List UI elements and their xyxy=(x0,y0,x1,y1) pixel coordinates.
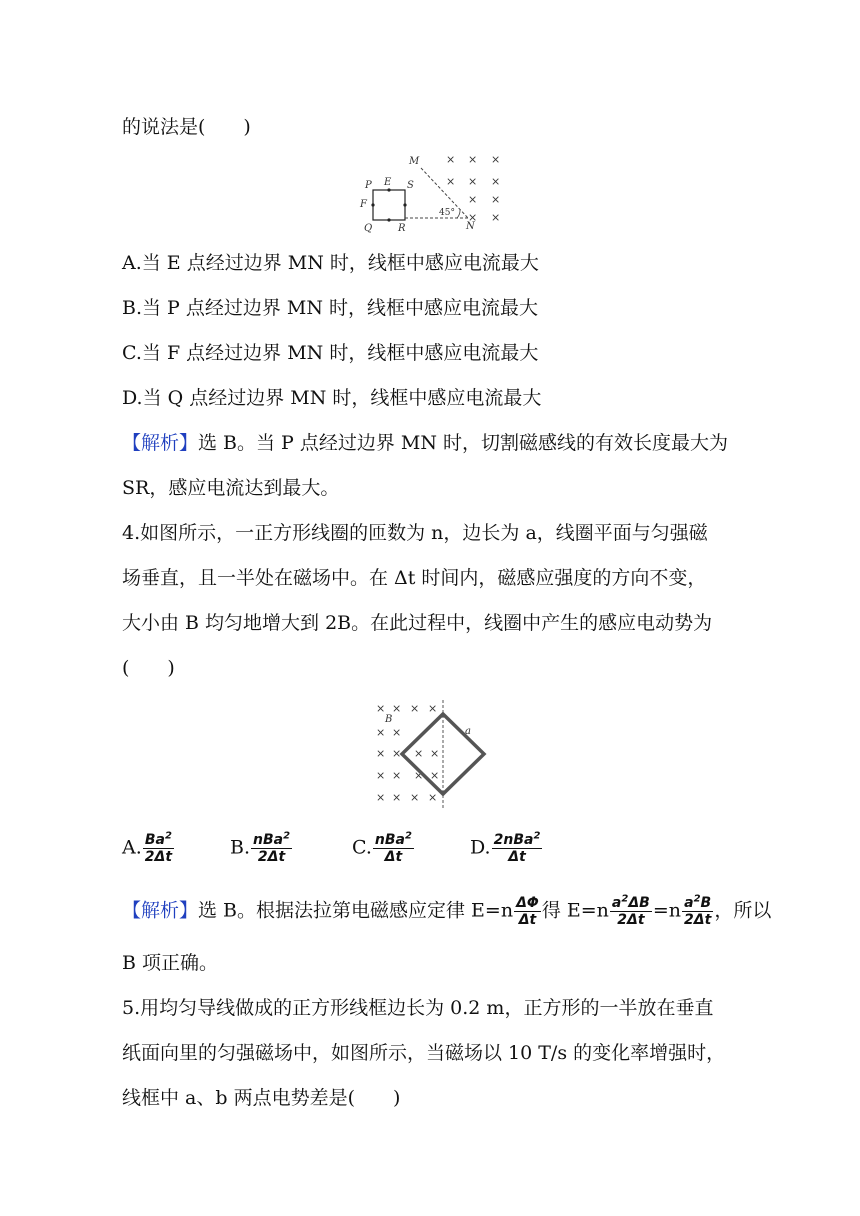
q3-option-d: D.当 Q 点经过边界 MN 时，线框中感应电流最大 xyxy=(122,387,542,409)
q4-option-b: B. $\frac{nBa^2}{2\Delta t}$ xyxy=(230,830,291,865)
fig2-field-label: B xyxy=(385,714,393,725)
svg-text:×: × xyxy=(430,747,440,760)
fig1-label-q: Q xyxy=(364,223,373,234)
svg-text:×: × xyxy=(376,769,386,782)
q4-analysis-line1: 【解析】选 B。根据法拉第电磁感应定律 E=n $\frac{\Delta\Phi}{\Delta t}$ 得 E=n $\frac{a^2\Delta B}{2\Delta t}$ =n $\frac{a^2B}{2\Delta t}$ ，所以 xyxy=(122,893,772,928)
svg-text:×: × xyxy=(376,726,386,739)
svg-text:×: × xyxy=(491,193,501,206)
svg-text:×: × xyxy=(376,747,386,760)
svg-text:×: × xyxy=(376,791,386,804)
fig1-label-r: R xyxy=(398,223,406,234)
fig1-label-p: P xyxy=(365,180,372,191)
svg-text:×: × xyxy=(392,791,402,804)
q4-option-a: A. $\frac{Ba^2}{2\Delta t}$ xyxy=(122,830,173,865)
fig1-label-s: S xyxy=(407,180,414,191)
svg-text:×: × xyxy=(446,175,456,188)
svg-text:×: × xyxy=(376,702,386,715)
q3-option-a: A.当 E 点经过边界 MN 时，线框中感应电流最大 xyxy=(122,252,539,274)
svg-text:×: × xyxy=(468,175,478,188)
svg-text:×: × xyxy=(468,193,478,206)
svg-text:×: × xyxy=(392,747,402,760)
q5-stem-line1: 5.用均匀导线做成的正方形线框边长为 0.2 m，正方形的一半放在垂直 xyxy=(122,997,714,1019)
q5-stem-line3: 线框中 a、b 两点电势差是( ) xyxy=(122,1087,401,1109)
svg-text:×: × xyxy=(414,769,424,782)
q3-option-c: C.当 F 点经过边界 MN 时，线框中感应电流最大 xyxy=(122,342,539,364)
q3-option-b: B.当 P 点经过边界 MN 时，线框中感应电流最大 xyxy=(122,297,539,319)
fig1-square-frame xyxy=(373,190,405,220)
q3-stem-tail: 的说法是( ) xyxy=(122,116,251,138)
svg-text:×: × xyxy=(428,791,438,804)
svg-text:×: × xyxy=(430,769,440,782)
fig1-label-e: E xyxy=(384,177,392,188)
svg-text:×: × xyxy=(410,702,420,715)
fig1-angle: 45° xyxy=(439,208,455,218)
fig2-side-label: a xyxy=(465,726,471,737)
svg-text:×: × xyxy=(392,726,402,739)
q4-analysis-line2: B 项正确。 xyxy=(122,952,219,974)
svg-text:×: × xyxy=(491,153,501,166)
svg-text:×: × xyxy=(491,211,501,224)
q4-option-c: C. $\frac{nBa^2}{\Delta t}$ xyxy=(352,830,412,865)
svg-text:×: × xyxy=(392,702,402,715)
q5-stem-line2: 纸面向里的匀强磁场中，如图所示，当磁场以 10 T/s 的变化率增强时， xyxy=(122,1042,726,1064)
analysis-tag: 【解析】 xyxy=(122,432,199,454)
q4-stem-line4: ( ) xyxy=(122,657,175,679)
q4-figure xyxy=(370,698,490,810)
fig1-label-f: F xyxy=(360,199,367,210)
svg-text:×: × xyxy=(491,175,501,188)
svg-text:×: × xyxy=(446,153,456,166)
svg-text:×: × xyxy=(468,153,478,166)
q4-stem-line1: 4.如图所示，一正方形线圈的匝数为 n，边长为 a，线圈平面与匀强磁 xyxy=(122,522,708,544)
q3-analysis-line1: 【解析】选 B。当 P 点经过边界 MN 时，切割磁感线的有效长度最大为 xyxy=(122,432,729,454)
svg-text:×: × xyxy=(392,769,402,782)
q4-stem-line2: 场垂直，且一半处在磁场中。在 Δt 时间内，磁感应强度的方向不变， xyxy=(122,567,707,589)
svg-text:×: × xyxy=(428,702,438,715)
svg-text:×: × xyxy=(468,211,478,224)
q4-option-d: D. $\frac{2nBa^2}{\Delta t}$ xyxy=(470,830,541,865)
q3-figure xyxy=(355,148,515,236)
fig1-label-n: N xyxy=(466,221,475,232)
svg-text:×: × xyxy=(410,791,420,804)
fig1-label-m: M xyxy=(409,156,420,167)
q3-analysis-line2: SR，感应电流达到最大。 xyxy=(122,477,340,499)
svg-text:×: × xyxy=(414,747,424,760)
q4-stem-line3: 大小由 B 均匀地增大到 2B。在此过程中，线圈中产生的感应电动势为 xyxy=(122,612,713,634)
